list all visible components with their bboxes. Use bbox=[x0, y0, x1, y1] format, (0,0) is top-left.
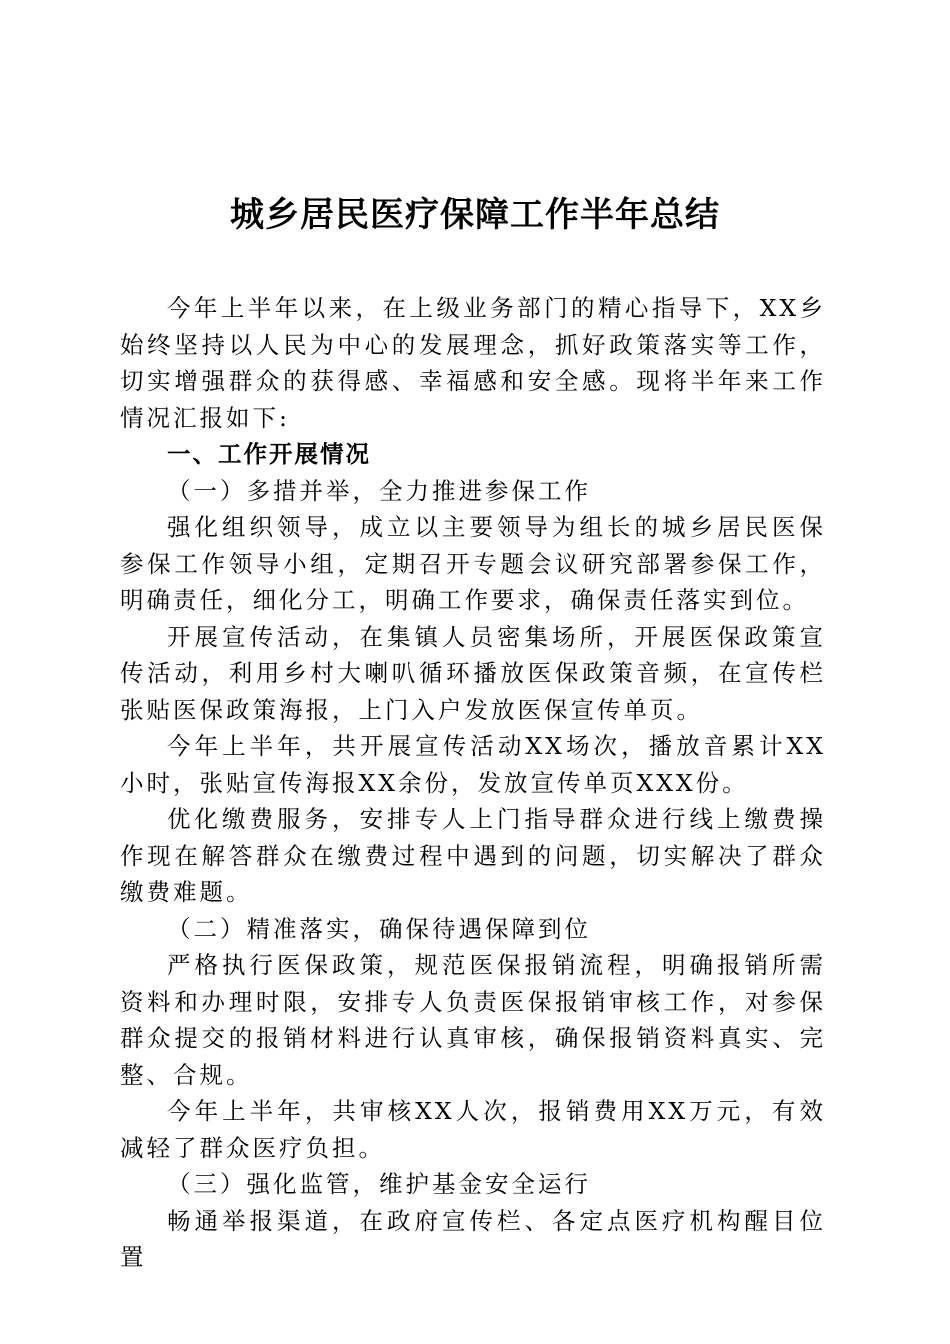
paragraph: 强化组织领导，成立以主要领导为组长的城乡居民医保参保工作领导小组，定期召开专题会议研究部署参保工作，明确责任，细化分工，明确工作要求，确保责任落实到位。 bbox=[120, 513, 826, 614]
paragraph: 今年上半年，共开展宣传活动XX场次，播放音累计XX小时，张贴宣传海报XX余份，发放宣传单页XXX份。 bbox=[120, 732, 826, 797]
subsection-heading-enrollment: （一）多措并举，全力推进参保工作 bbox=[167, 476, 591, 505]
intro-paragraph: 今年上半年以来，在上级业务部门的精心指导下，XX乡始终坚持以人民为中心的发展理念，抓好政策落实等工作，切实增强群众的获得感、幸福感和安全感。现将半年来工作情况汇报如下: bbox=[120, 294, 826, 432]
document-body bbox=[120, 290, 826, 1276]
section-heading-work-progress: 一、工作开展情况 bbox=[167, 440, 371, 468]
paragraph: 严格执行医保政策，规范医保报销流程，明确报销所需资料和办理时限，安排专人负责医保报销审核工作，对参保群众提交的报销材料进行认真审核，确保报销资料真实、完整、合规。 bbox=[120, 951, 826, 1089]
paragraph: 优化缴费服务，安排专人上门指导群众进行线上缴费操作现在解答群众在缴费过程中遇到的问题，切实解决了群众缴费难题。 bbox=[120, 805, 826, 906]
paragraph: 今年上半年，共审核XX人次，报销费用XX万元，有效减轻了群众医疗负担。 bbox=[120, 1097, 826, 1162]
paragraph: 畅通举报渠道，在政府宣传栏、各定点医疗机构醒目位置 bbox=[120, 1206, 826, 1271]
subsection-heading-supervision: （三）强化监管，维护基金安全运行 bbox=[167, 1170, 591, 1198]
document-title: 城乡居民医疗保障工作半年总结 bbox=[230, 195, 720, 235]
subsection-heading-benefits: （二）精准落实，确保待遇保障到位 bbox=[167, 914, 591, 943]
paragraph: 开展宣传活动，在集镇人员密集场所，开展医保政策宣传活动，利用乡村大喇叭循环播放医保政策音频，在宣传栏张贴医保政策海报，上门入户发放医保宣传单页。 bbox=[120, 622, 826, 724]
